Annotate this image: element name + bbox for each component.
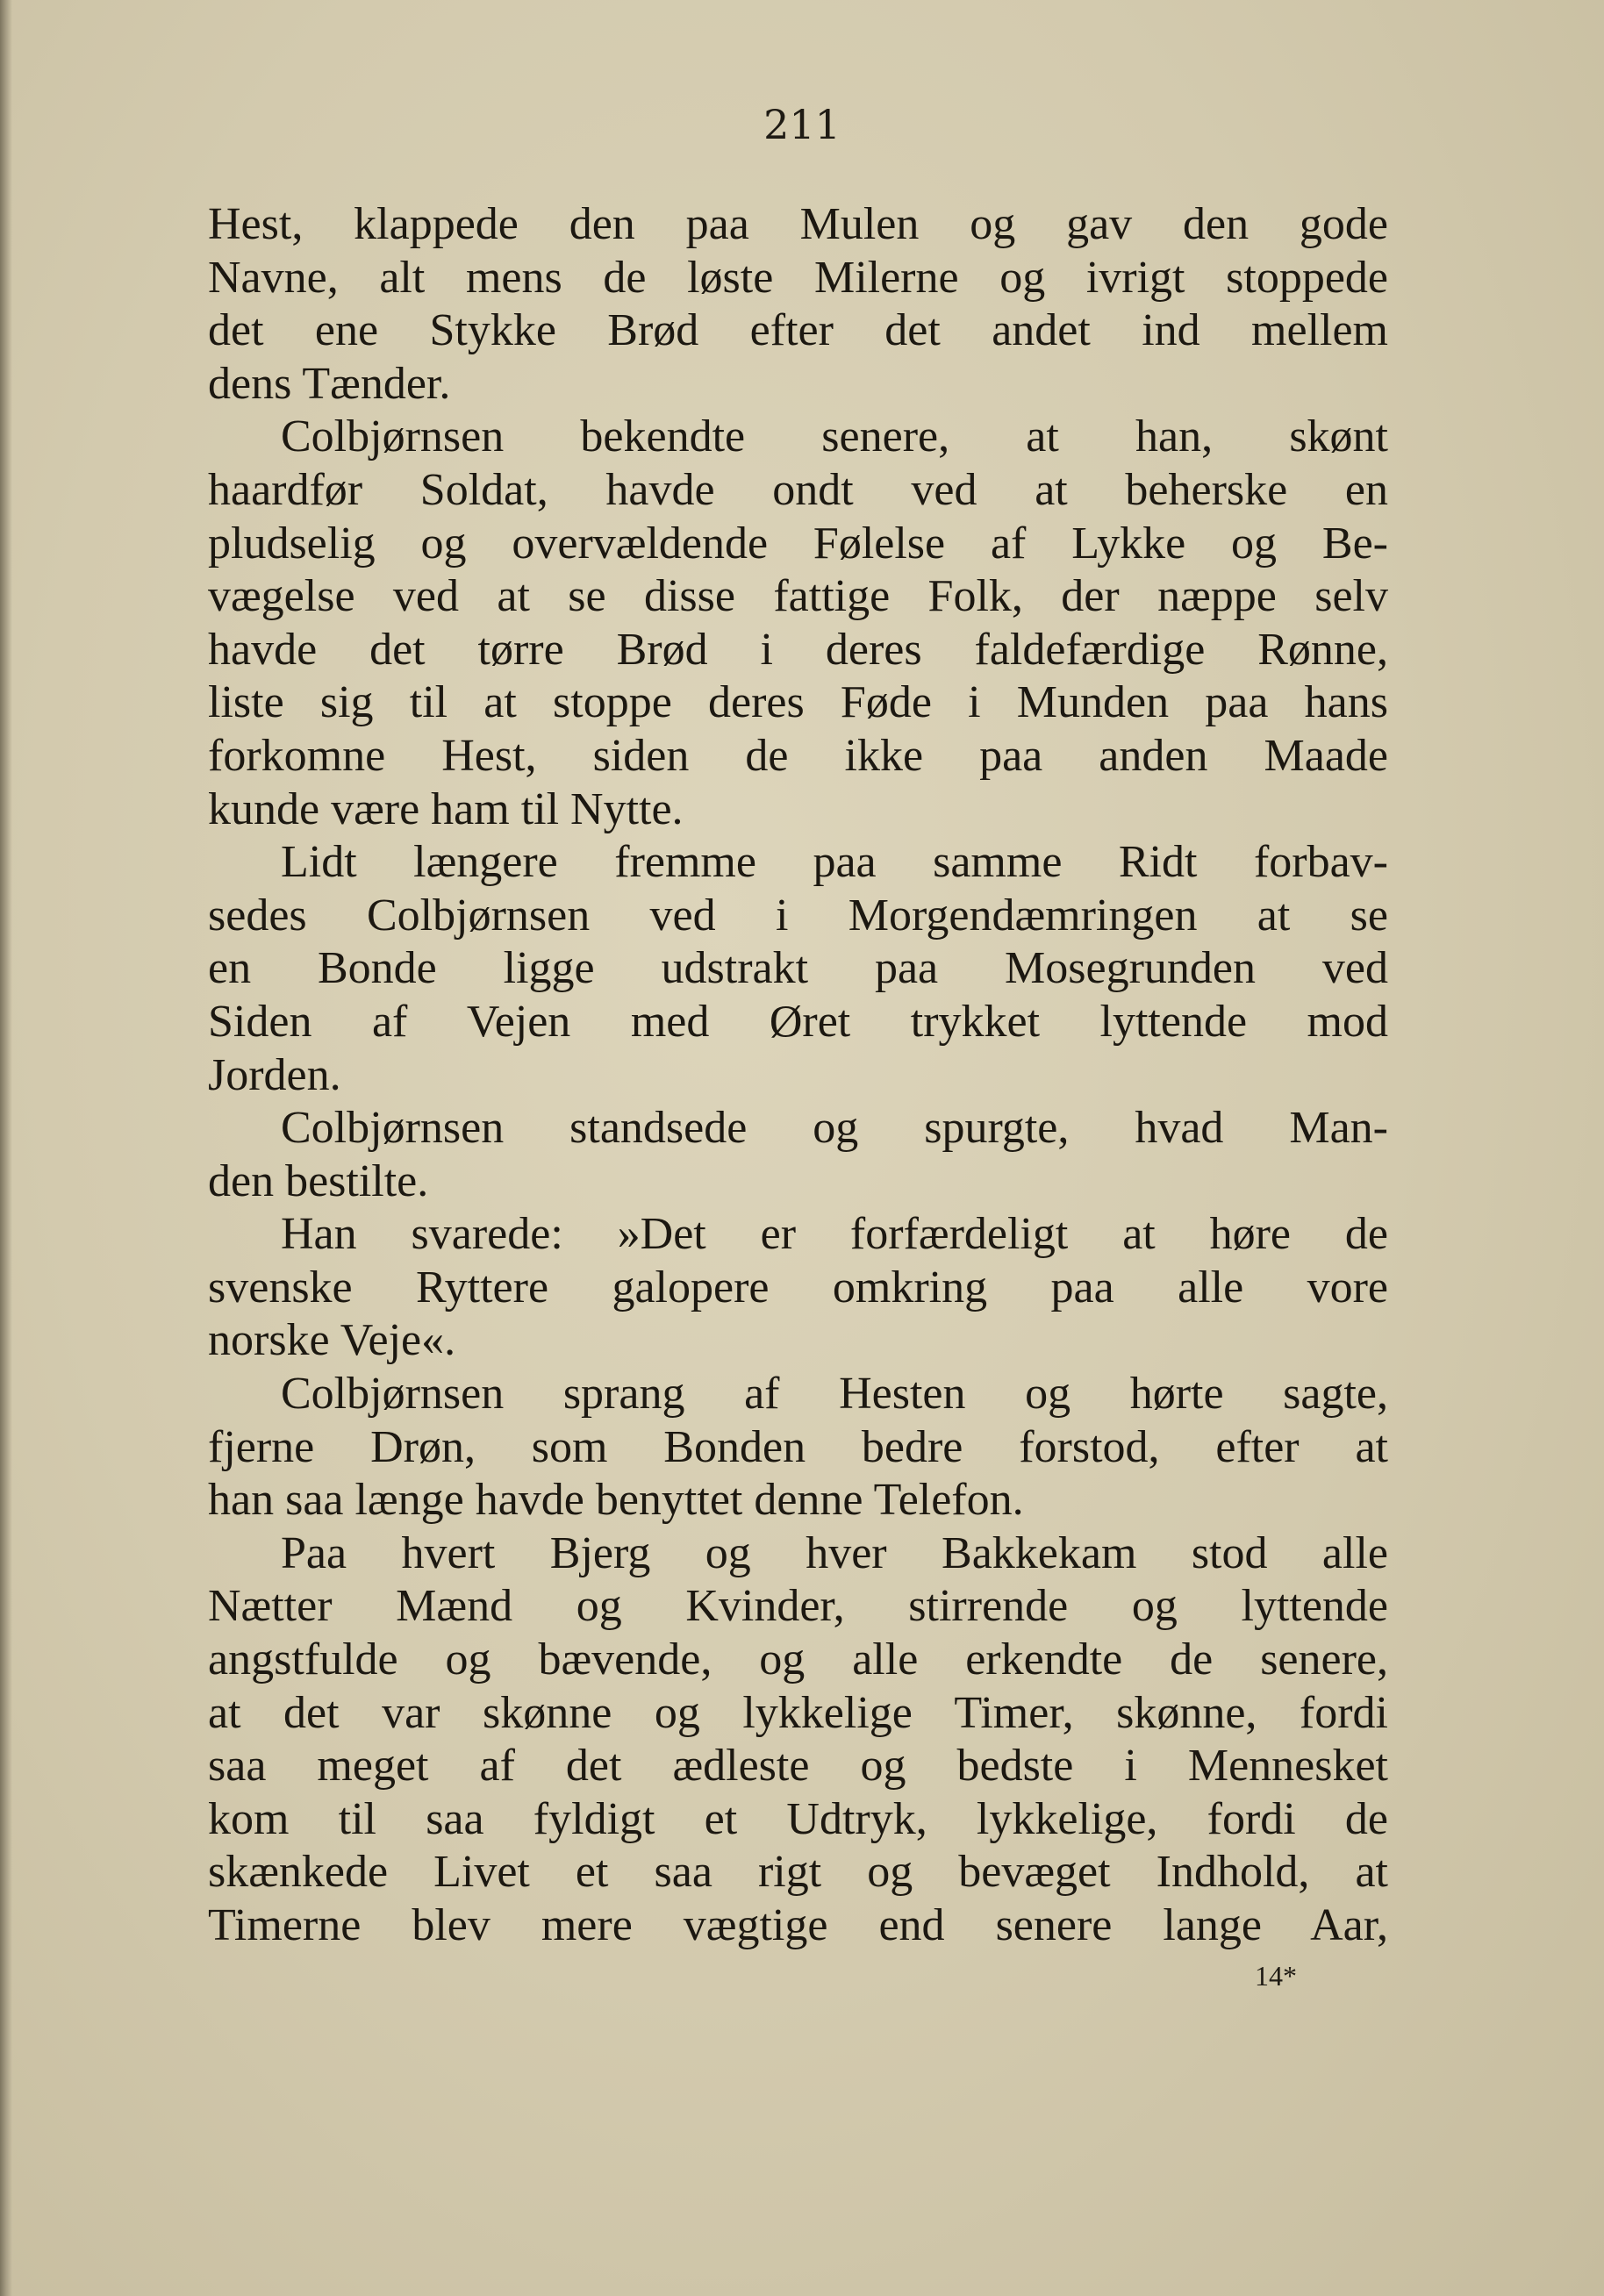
text-line: den bestilte.: [208, 1155, 429, 1206]
text-line: haardfør Soldat, havde ondt ved at beherske en: [208, 464, 1388, 515]
text-line: det ene Stykke Brød efter det andet ind mellem: [208, 305, 1388, 356]
text-line: Hest, klappede den paa Mulen og gav den gode: [208, 199, 1388, 249]
body-text: [208, 198, 1388, 1953]
text-line: norske Veje«.: [208, 1315, 456, 1366]
text-line: Jorden.: [208, 1049, 341, 1100]
text-line: liste sig til at stoppe deres Føde i Munden paa hans: [208, 677, 1388, 728]
text-line: Timerne blev mere vægtige end senere lange Aar,: [208, 1900, 1388, 1950]
text-line: at det var skønne og lykkelige Timer, skønne, fordi: [208, 1687, 1388, 1738]
text-line: Siden af Vejen med Øret trykket lyttende mod: [208, 996, 1388, 1047]
text-line: forkomne Hest, siden de ikke paa anden Maade: [208, 730, 1388, 781]
text-line: saa meget af det ædleste og bedste i Mennesket: [208, 1741, 1388, 1792]
text-line: Lidt længere fremme paa samme Ridt forbav-: [281, 837, 1388, 888]
text-line: Nætter Mænd og Kvinder, stirrende og lyttende: [208, 1581, 1388, 1632]
text-line: Colbjørnsen bekendte senere, at han, skønt: [281, 411, 1388, 462]
signature-mark: 14*: [1255, 1960, 1297, 1992]
text-line: kunde være ham til Nytte.: [208, 783, 684, 834]
text-line: skænkede Livet et saa rigt og bevæget Indhold, at: [208, 1847, 1388, 1898]
text-line: Han svarede: »Det er forfærdeligt at høre de: [281, 1209, 1388, 1260]
text-line: Colbjørnsen sprang af Hesten og hørte sagte,: [281, 1369, 1388, 1420]
text-line: han saa længe havde benyttet denne Telefon.: [208, 1475, 1024, 1526]
text-line: Paa hvert Bjerg og hver Bakkekam stod alle: [281, 1527, 1388, 1578]
text-line: vægelse ved at se disse fattige Folk, der næppe selv: [208, 571, 1388, 622]
text-line: fjerne Drøn, som Bonden bedre forstod, efter at: [208, 1421, 1388, 1472]
text-line: angstfulde og bævende, og alle erkendte de senere,: [208, 1634, 1388, 1685]
page-number: 211: [763, 101, 841, 148]
text-line: dens Tænder.: [208, 358, 451, 409]
text-line: svenske Ryttere galopere omkring paa alle vore: [208, 1262, 1388, 1313]
text-line: Navne, alt mens de løste Milerne og ivrigt stoppede: [208, 252, 1388, 303]
text-line: sedes Colbjørnsen ved i Morgendæmringen at se: [208, 890, 1388, 941]
text-line: havde det tørre Brød i deres faldefærdige Rønne,: [208, 624, 1388, 675]
text-line: en Bonde ligge udstrakt paa Mosegrunden ved: [208, 943, 1388, 994]
text-line: kom til saa fyldigt et Udtryk, lykkelige, fordi de: [208, 1793, 1388, 1844]
text-line: Colbjørnsen standsede og spurgte, hvad Man-: [281, 1103, 1388, 1154]
page-binding-edge: [0, 0, 12, 2296]
text-line: pludselig og overvældende Følelse af Lykke og Be-: [208, 518, 1388, 569]
